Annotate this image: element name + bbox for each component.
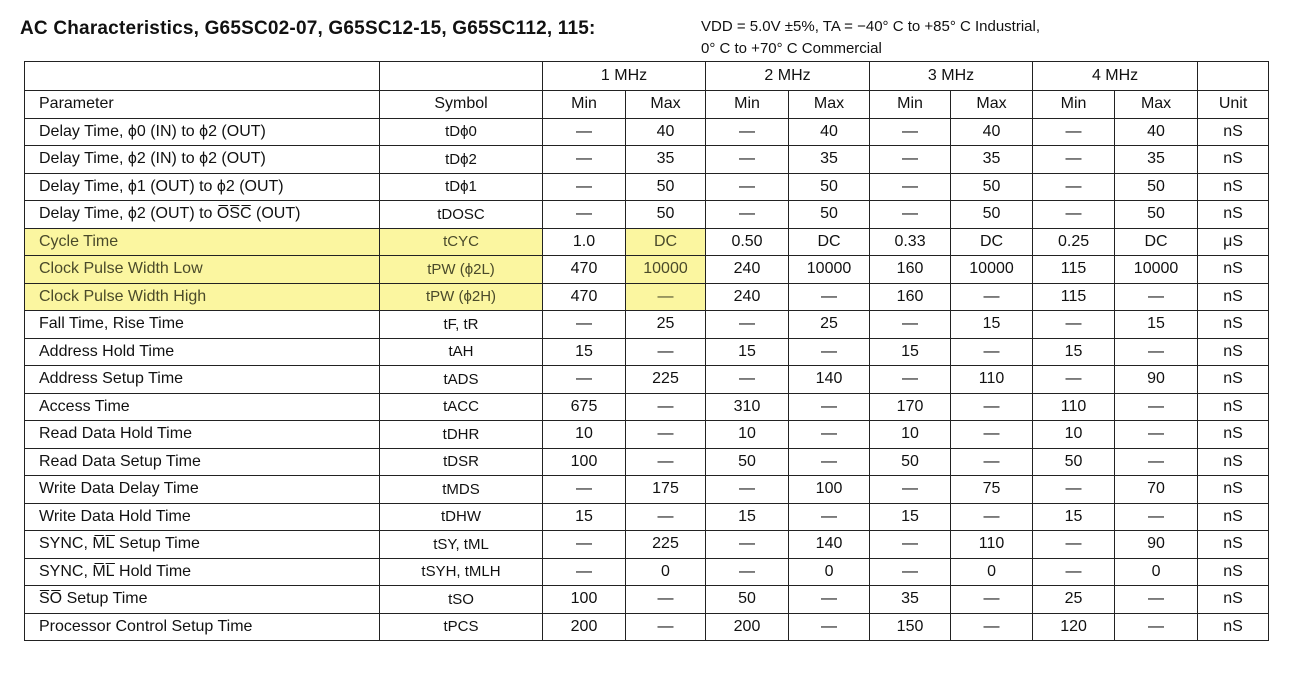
min-value-cell: — bbox=[706, 311, 789, 339]
max-value-cell: 140 bbox=[789, 531, 870, 559]
table-body bbox=[25, 62, 1269, 641]
max-value-cell: 50 bbox=[789, 173, 870, 201]
table-row bbox=[25, 613, 1269, 641]
min-value-cell: 0.50 bbox=[706, 228, 789, 256]
max-value-cell: — bbox=[1115, 503, 1198, 531]
max-value-cell: 35 bbox=[789, 146, 870, 174]
unit-cell: nS bbox=[1198, 283, 1269, 311]
symbol-cell: tPCS bbox=[380, 613, 543, 641]
symbol-cell: tSYH, tMLH bbox=[380, 558, 543, 586]
unit-header: Unit bbox=[1198, 91, 1269, 119]
max-value-cell: 10000 bbox=[789, 256, 870, 284]
max-header: Max bbox=[789, 91, 870, 119]
min-value-cell: 150 bbox=[870, 613, 951, 641]
max-value-cell: DC bbox=[951, 228, 1033, 256]
min-value-cell: — bbox=[870, 201, 951, 229]
max-value-cell: — bbox=[626, 448, 706, 476]
min-value-cell: 15 bbox=[870, 503, 951, 531]
min-value-cell: — bbox=[706, 118, 789, 146]
min-header: Min bbox=[1033, 91, 1115, 119]
table-row bbox=[25, 146, 1269, 174]
min-value-cell: — bbox=[706, 146, 789, 174]
max-value-cell: 35 bbox=[1115, 146, 1198, 174]
parameter-cell: Read Data Hold Time bbox=[25, 421, 380, 449]
max-value-cell: — bbox=[789, 613, 870, 641]
max-value-cell: — bbox=[626, 338, 706, 366]
table-row bbox=[25, 476, 1269, 504]
table-row bbox=[25, 228, 1269, 256]
symbol-cell: tDHR bbox=[380, 421, 543, 449]
max-value-cell: 225 bbox=[626, 366, 706, 394]
max-value-cell: — bbox=[951, 586, 1033, 614]
min-value-cell: 310 bbox=[706, 393, 789, 421]
max-value-cell: — bbox=[951, 283, 1033, 311]
max-value-cell: 225 bbox=[626, 531, 706, 559]
max-value-cell: — bbox=[789, 338, 870, 366]
table-row bbox=[25, 256, 1269, 284]
min-value-cell: — bbox=[543, 476, 626, 504]
max-value-cell: — bbox=[789, 283, 870, 311]
unit-cell: nS bbox=[1198, 613, 1269, 641]
parameter-cell: Processor Control Setup Time bbox=[25, 613, 380, 641]
min-value-cell: 10 bbox=[870, 421, 951, 449]
max-value-cell: — bbox=[626, 586, 706, 614]
symbol-cell: tDϕ2 bbox=[380, 146, 543, 174]
ac-characteristics-table bbox=[24, 61, 1269, 641]
min-value-cell: — bbox=[543, 173, 626, 201]
conditions-line-1: VDD = 5.0V ±5%, TA = −40° C to +85° C Industrial, bbox=[701, 18, 1041, 35]
symbol-cell: tDSR bbox=[380, 448, 543, 476]
max-value-cell: 40 bbox=[951, 118, 1033, 146]
min-value-cell: — bbox=[1033, 311, 1115, 339]
min-value-cell: 50 bbox=[870, 448, 951, 476]
min-value-cell: — bbox=[1033, 366, 1115, 394]
max-value-cell: — bbox=[1115, 421, 1198, 449]
max-header: Max bbox=[626, 91, 706, 119]
parameter-cell: Clock Pulse Width High bbox=[25, 283, 380, 311]
parameter-cell: Read Data Setup Time bbox=[25, 448, 380, 476]
frequency-header-row bbox=[25, 62, 1269, 91]
min-value-cell: 15 bbox=[706, 503, 789, 531]
unit-cell: nS bbox=[1198, 256, 1269, 284]
min-value-cell: 170 bbox=[870, 393, 951, 421]
unit-cell: nS bbox=[1198, 201, 1269, 229]
symbol-cell: tADS bbox=[380, 366, 543, 394]
symbol-cell: tPW (ϕ2H) bbox=[380, 283, 543, 311]
min-value-cell: — bbox=[1033, 531, 1115, 559]
max-value-cell: 10000 bbox=[1115, 256, 1198, 284]
frequency-header-4mhz: 4 MHz bbox=[1033, 62, 1198, 91]
min-value-cell: — bbox=[706, 476, 789, 504]
min-value-cell: 50 bbox=[706, 448, 789, 476]
min-value-cell: 100 bbox=[543, 586, 626, 614]
max-value-cell: 50 bbox=[626, 173, 706, 201]
max-value-cell: 50 bbox=[951, 201, 1033, 229]
parameter-cell: Fall Time, Rise Time bbox=[25, 311, 380, 339]
max-value-cell: — bbox=[1115, 448, 1198, 476]
table-row bbox=[25, 393, 1269, 421]
min-value-cell: — bbox=[1033, 173, 1115, 201]
symbol-cell: tF, tR bbox=[380, 311, 543, 339]
unit-cell: nS bbox=[1198, 421, 1269, 449]
max-value-cell: — bbox=[1115, 393, 1198, 421]
unit-cell: nS bbox=[1198, 338, 1269, 366]
unit-cell: nS bbox=[1198, 118, 1269, 146]
unit-cell: μS bbox=[1198, 228, 1269, 256]
min-value-cell: — bbox=[706, 201, 789, 229]
symbol-cell: tDϕ1 bbox=[380, 173, 543, 201]
max-value-cell: 10000 bbox=[626, 256, 706, 284]
max-value-cell: — bbox=[1115, 338, 1198, 366]
min-value-cell: — bbox=[870, 366, 951, 394]
max-value-cell: 25 bbox=[626, 311, 706, 339]
unit-cell: nS bbox=[1198, 146, 1269, 174]
symbol-cell: tACC bbox=[380, 393, 543, 421]
symbol-cell: tMDS bbox=[380, 476, 543, 504]
parameter-cell: SYNC, M̅L̅ Setup Time bbox=[25, 531, 380, 559]
min-value-cell: 115 bbox=[1033, 256, 1115, 284]
max-value-cell: 15 bbox=[951, 311, 1033, 339]
min-value-cell: — bbox=[543, 118, 626, 146]
min-value-cell: 110 bbox=[1033, 393, 1115, 421]
max-value-cell: 50 bbox=[1115, 201, 1198, 229]
max-value-cell: DC bbox=[789, 228, 870, 256]
parameter-cell: Access Time bbox=[25, 393, 380, 421]
max-value-cell: 40 bbox=[789, 118, 870, 146]
parameter-header: Parameter bbox=[25, 91, 380, 119]
max-value-cell: — bbox=[789, 393, 870, 421]
max-value-cell: — bbox=[951, 613, 1033, 641]
max-value-cell: 70 bbox=[1115, 476, 1198, 504]
unit-cell: nS bbox=[1198, 503, 1269, 531]
max-value-cell: — bbox=[789, 448, 870, 476]
frequency-header-2mhz: 2 MHz bbox=[706, 62, 870, 91]
max-value-cell: 90 bbox=[1115, 366, 1198, 394]
min-value-cell: — bbox=[543, 531, 626, 559]
max-value-cell: — bbox=[789, 503, 870, 531]
max-value-cell: 0 bbox=[951, 558, 1033, 586]
min-value-cell: 115 bbox=[1033, 283, 1115, 311]
min-value-cell: — bbox=[706, 173, 789, 201]
table-row bbox=[25, 173, 1269, 201]
unit-cell: nS bbox=[1198, 586, 1269, 614]
max-value-cell: — bbox=[951, 448, 1033, 476]
table-row bbox=[25, 338, 1269, 366]
table-row bbox=[25, 118, 1269, 146]
min-value-cell: 0.33 bbox=[870, 228, 951, 256]
max-value-cell: 110 bbox=[951, 531, 1033, 559]
unit-cell: nS bbox=[1198, 311, 1269, 339]
max-value-cell: 50 bbox=[789, 201, 870, 229]
symbol-cell: tSO bbox=[380, 586, 543, 614]
min-value-cell: — bbox=[543, 311, 626, 339]
min-value-cell: 0.25 bbox=[1033, 228, 1115, 256]
max-value-cell: 40 bbox=[1115, 118, 1198, 146]
symbol-header: Symbol bbox=[380, 91, 543, 119]
min-value-cell: — bbox=[870, 531, 951, 559]
frequency-header-3mhz: 3 MHz bbox=[870, 62, 1033, 91]
min-value-cell: — bbox=[543, 558, 626, 586]
min-value-cell: 15 bbox=[1033, 338, 1115, 366]
min-value-cell: — bbox=[1033, 146, 1115, 174]
max-value-cell: — bbox=[626, 613, 706, 641]
table-row bbox=[25, 283, 1269, 311]
max-value-cell: 15 bbox=[1115, 311, 1198, 339]
max-value-cell: DC bbox=[1115, 228, 1198, 256]
min-header: Min bbox=[870, 91, 951, 119]
table-row bbox=[25, 558, 1269, 586]
max-value-cell: 90 bbox=[1115, 531, 1198, 559]
min-value-cell: — bbox=[1033, 476, 1115, 504]
unit-cell: nS bbox=[1198, 366, 1269, 394]
parameter-cell: Address Hold Time bbox=[25, 338, 380, 366]
min-value-cell: 50 bbox=[706, 586, 789, 614]
parameter-cell: Clock Pulse Width Low bbox=[25, 256, 380, 284]
parameter-cell: Delay Time, ϕ2 (IN) to ϕ2 (OUT) bbox=[25, 146, 380, 174]
max-value-cell: — bbox=[789, 586, 870, 614]
min-value-cell: 1.0 bbox=[543, 228, 626, 256]
table-row bbox=[25, 421, 1269, 449]
symbol-cell: tDOSC bbox=[380, 201, 543, 229]
column-header-row bbox=[25, 91, 1269, 119]
max-header: Max bbox=[1115, 91, 1198, 119]
max-value-cell: 75 bbox=[951, 476, 1033, 504]
max-value-cell: — bbox=[951, 393, 1033, 421]
min-value-cell: 240 bbox=[706, 283, 789, 311]
min-header: Min bbox=[706, 91, 789, 119]
min-value-cell: 15 bbox=[1033, 503, 1115, 531]
parameter-cell: Write Data Delay Time bbox=[25, 476, 380, 504]
max-value-cell: 50 bbox=[951, 173, 1033, 201]
unit-cell: nS bbox=[1198, 558, 1269, 586]
min-value-cell: 10 bbox=[543, 421, 626, 449]
frequency-header-1mhz: 1 MHz bbox=[543, 62, 706, 91]
min-value-cell: — bbox=[706, 531, 789, 559]
page-title: AC Characteristics, G65SC02-07, G65SC12-15, G65SC112, 115: bbox=[20, 18, 596, 39]
min-value-cell: 120 bbox=[1033, 613, 1115, 641]
min-value-cell: 675 bbox=[543, 393, 626, 421]
table-row bbox=[25, 311, 1269, 339]
empty-header-cell bbox=[380, 62, 543, 91]
min-value-cell: 25 bbox=[1033, 586, 1115, 614]
min-value-cell: 160 bbox=[870, 256, 951, 284]
parameter-cell: Delay Time, ϕ1 (OUT) to ϕ2 (OUT) bbox=[25, 173, 380, 201]
min-value-cell: 470 bbox=[543, 256, 626, 284]
min-value-cell: 15 bbox=[543, 503, 626, 531]
table-row bbox=[25, 503, 1269, 531]
min-value-cell: — bbox=[1033, 201, 1115, 229]
max-value-cell: — bbox=[626, 393, 706, 421]
min-value-cell: — bbox=[870, 118, 951, 146]
max-value-cell: — bbox=[1115, 613, 1198, 641]
empty-header-cell bbox=[1198, 62, 1269, 91]
max-value-cell: 50 bbox=[1115, 173, 1198, 201]
unit-cell: nS bbox=[1198, 476, 1269, 504]
max-value-cell: DC bbox=[626, 228, 706, 256]
parameter-cell: Delay Time, ϕ0 (IN) to ϕ2 (OUT) bbox=[25, 118, 380, 146]
max-value-cell: 25 bbox=[789, 311, 870, 339]
parameter-cell: Address Setup Time bbox=[25, 366, 380, 394]
max-value-cell: 110 bbox=[951, 366, 1033, 394]
max-value-cell: 140 bbox=[789, 366, 870, 394]
symbol-cell: tCYC bbox=[380, 228, 543, 256]
table-row bbox=[25, 201, 1269, 229]
min-value-cell: — bbox=[870, 173, 951, 201]
symbol-cell: tAH bbox=[380, 338, 543, 366]
min-value-cell: — bbox=[1033, 558, 1115, 586]
max-value-cell: 35 bbox=[951, 146, 1033, 174]
max-value-cell: 0 bbox=[626, 558, 706, 586]
unit-cell: nS bbox=[1198, 448, 1269, 476]
max-value-cell: — bbox=[951, 421, 1033, 449]
page-heading bbox=[20, 14, 1280, 60]
max-value-cell: — bbox=[626, 421, 706, 449]
min-value-cell: 160 bbox=[870, 283, 951, 311]
max-value-cell: 10000 bbox=[951, 256, 1033, 284]
parameter-cell: Delay Time, ϕ2 (OUT) to O̅S̅C̅ (OUT) bbox=[25, 201, 380, 229]
max-value-cell: 175 bbox=[626, 476, 706, 504]
empty-header-cell bbox=[25, 62, 380, 91]
parameter-cell: SYNC, M̅L̅ Hold Time bbox=[25, 558, 380, 586]
table-row bbox=[25, 586, 1269, 614]
min-value-cell: 35 bbox=[870, 586, 951, 614]
max-value-cell: 0 bbox=[1115, 558, 1198, 586]
unit-cell: nS bbox=[1198, 531, 1269, 559]
parameter-cell: S̅O̅ Setup Time bbox=[25, 586, 380, 614]
unit-cell: nS bbox=[1198, 173, 1269, 201]
min-header: Min bbox=[543, 91, 626, 119]
min-value-cell: 470 bbox=[543, 283, 626, 311]
unit-cell: nS bbox=[1198, 393, 1269, 421]
max-value-cell: — bbox=[789, 421, 870, 449]
parameter-cell: Write Data Hold Time bbox=[25, 503, 380, 531]
max-value-cell: 40 bbox=[626, 118, 706, 146]
min-value-cell: 10 bbox=[706, 421, 789, 449]
max-value-cell: — bbox=[626, 283, 706, 311]
min-value-cell: 100 bbox=[543, 448, 626, 476]
parameter-cell: Cycle Time bbox=[25, 228, 380, 256]
min-value-cell: 15 bbox=[706, 338, 789, 366]
min-value-cell: — bbox=[543, 201, 626, 229]
max-value-cell: 100 bbox=[789, 476, 870, 504]
symbol-cell: tPW (ϕ2L) bbox=[380, 256, 543, 284]
min-value-cell: — bbox=[870, 558, 951, 586]
min-value-cell: — bbox=[1033, 118, 1115, 146]
symbol-cell: tSY, tML bbox=[380, 531, 543, 559]
symbol-cell: tDϕ0 bbox=[380, 118, 543, 146]
min-value-cell: 15 bbox=[543, 338, 626, 366]
max-value-cell: — bbox=[951, 503, 1033, 531]
max-value-cell: — bbox=[626, 503, 706, 531]
min-value-cell: — bbox=[543, 366, 626, 394]
max-value-cell: — bbox=[1115, 586, 1198, 614]
min-value-cell: 200 bbox=[543, 613, 626, 641]
min-value-cell: 15 bbox=[870, 338, 951, 366]
max-value-cell: 50 bbox=[626, 201, 706, 229]
min-value-cell: 10 bbox=[1033, 421, 1115, 449]
max-value-cell: — bbox=[1115, 283, 1198, 311]
table-row bbox=[25, 366, 1269, 394]
min-value-cell: — bbox=[706, 558, 789, 586]
min-value-cell: 200 bbox=[706, 613, 789, 641]
table-row bbox=[25, 448, 1269, 476]
min-value-cell: — bbox=[543, 146, 626, 174]
min-value-cell: — bbox=[870, 476, 951, 504]
conditions-line-2: 0° C to +70° C Commercial bbox=[701, 40, 882, 57]
max-value-cell: 35 bbox=[626, 146, 706, 174]
max-value-cell: — bbox=[951, 338, 1033, 366]
max-header: Max bbox=[951, 91, 1033, 119]
min-value-cell: — bbox=[706, 366, 789, 394]
min-value-cell: — bbox=[870, 146, 951, 174]
max-value-cell: 0 bbox=[789, 558, 870, 586]
min-value-cell: — bbox=[870, 311, 951, 339]
table-row bbox=[25, 531, 1269, 559]
min-value-cell: 50 bbox=[1033, 448, 1115, 476]
min-value-cell: 240 bbox=[706, 256, 789, 284]
symbol-cell: tDHW bbox=[380, 503, 543, 531]
